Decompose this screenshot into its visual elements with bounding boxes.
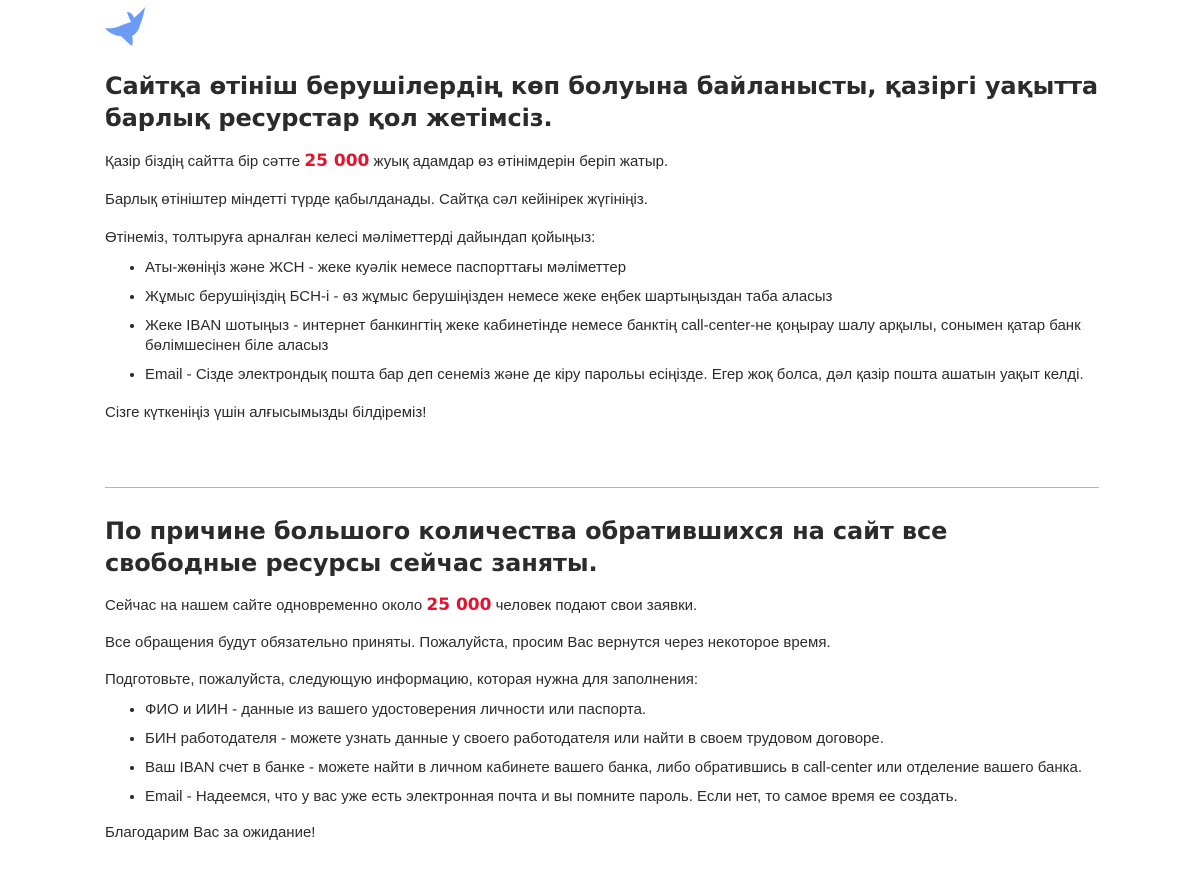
list-item: • Аты-жөніңіз және ЖСН - жеке куәлік немесе паспорттағы мәліметтер xyxy=(145,258,1099,278)
list-item: • Жеке IBAN шотыңыз - интернет банкингтің жеке кабинетінде немесе банктің call-center-не қоңырау шалу арқылы, сонымен қатар банк бөлімшесінен біле аласыз xyxy=(145,316,1099,356)
russian-para-count xyxy=(105,595,1099,616)
list-item: • Email - Сізде электрондық пошта бар деп сенеміз және де кіру парольы есіңізде. Егер жоқ болса, дәл қазір пошта ашатын уақыт келді. xyxy=(145,365,1099,385)
russian-count: 25 000 xyxy=(426,595,492,615)
russian-section xyxy=(105,515,1099,843)
russian-para-count-after: человек подают свои заявки. xyxy=(491,597,698,614)
kazakh-para-accepted: Барлық өтініштер міндетті түрде қабылданады. Сайтқа сәл кейінірек жүгініңіз. xyxy=(105,191,648,208)
kazakh-para-count xyxy=(105,151,1099,172)
kazakh-para-count-after: жуық адамдар өз өтінімдерін беріп жатыр. xyxy=(369,153,669,170)
list-item: • БИН работодателя - можете узнать данные у своего работодателя или найти в своем трудовом договоре. xyxy=(145,729,1099,749)
list-item: • Ваш IBAN счет в банке - можете найти в личном кабинете вашего банка, либо обратившись в call-center или отделение вашего банка. xyxy=(145,758,1099,778)
list-item: • Жұмыс берушіңіздің БСН-і - өз жұмыс берушіңізден немесе жеке еңбек шартыңыздан таба аласыз xyxy=(145,287,1099,307)
kazakh-count: 25 000 xyxy=(304,151,370,171)
list-item: • Email - Надеемся, что у вас уже есть электронная почта и вы помните пароль. Если нет, то самое время ее создать. xyxy=(145,787,1099,807)
kazakh-section xyxy=(105,70,1099,423)
kazakh-list xyxy=(105,258,1099,385)
russian-heading: По причине большого количества обратившихся на сайт все свободные ресурсы сейчас заняты. xyxy=(105,517,948,577)
russian-para-prepare: Подготовьте, пожалуйста, следующую информацию, которая нужна для заполнения: xyxy=(105,671,699,688)
kazakh-thanks: Сізге күткеніңіз үшін алғысымызды білдіреміз! xyxy=(105,404,427,421)
russian-para-count-before: Сейчас на нашем сайте одновременно около xyxy=(105,597,427,614)
russian-para-accepted: Все обращения будут обязательно приняты. Пожалуйста, просим Вас вернутся через некоторое время. xyxy=(105,634,831,651)
dove-icon xyxy=(104,6,146,48)
list-item: • ФИО и ИИН - данные из вашего удостоверения личности или паспорта. xyxy=(145,700,1099,720)
section-divider xyxy=(105,487,1099,488)
russian-list xyxy=(105,700,1099,807)
kazakh-heading: Сайтқа өтініш берушілердің көп болуына байланысты, қазіргі уақытта барлық ресурстар қол жетімсіз. xyxy=(105,72,1098,132)
kazakh-para-prepare: Өтінеміз, толтыруға арналған келесі мәліметтерді дайындап қойыңыз: xyxy=(105,229,596,246)
kazakh-para-count-before: Қазір біздің сайтта бір сәтте xyxy=(105,153,305,170)
russian-thanks: Благодарим Вас за ожидание! xyxy=(105,824,316,841)
